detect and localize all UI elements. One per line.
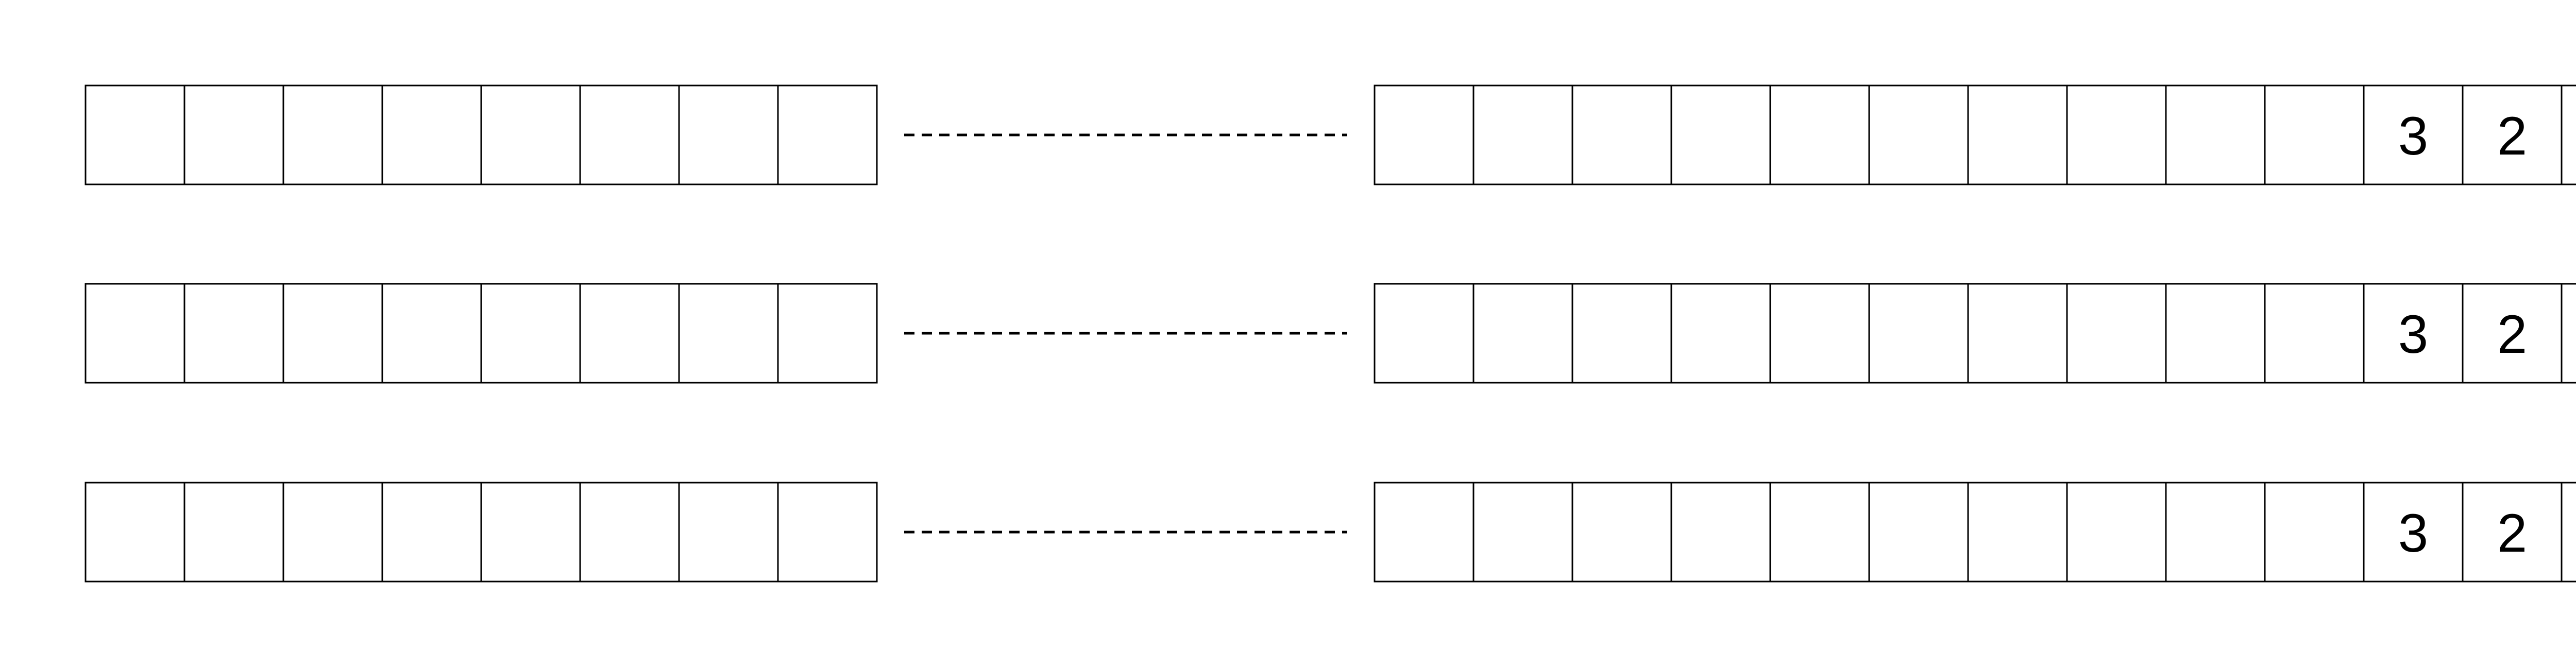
bit-index-label: 3 [2398, 503, 2429, 563]
bit-index-label: 2 [2497, 304, 2528, 365]
bit-index-label: 2 [2497, 503, 2528, 563]
bit-index-label: 3 [2398, 304, 2429, 365]
bit-index-label: 2 [2497, 106, 2528, 166]
bit-index-label: 3 [2398, 106, 2429, 166]
